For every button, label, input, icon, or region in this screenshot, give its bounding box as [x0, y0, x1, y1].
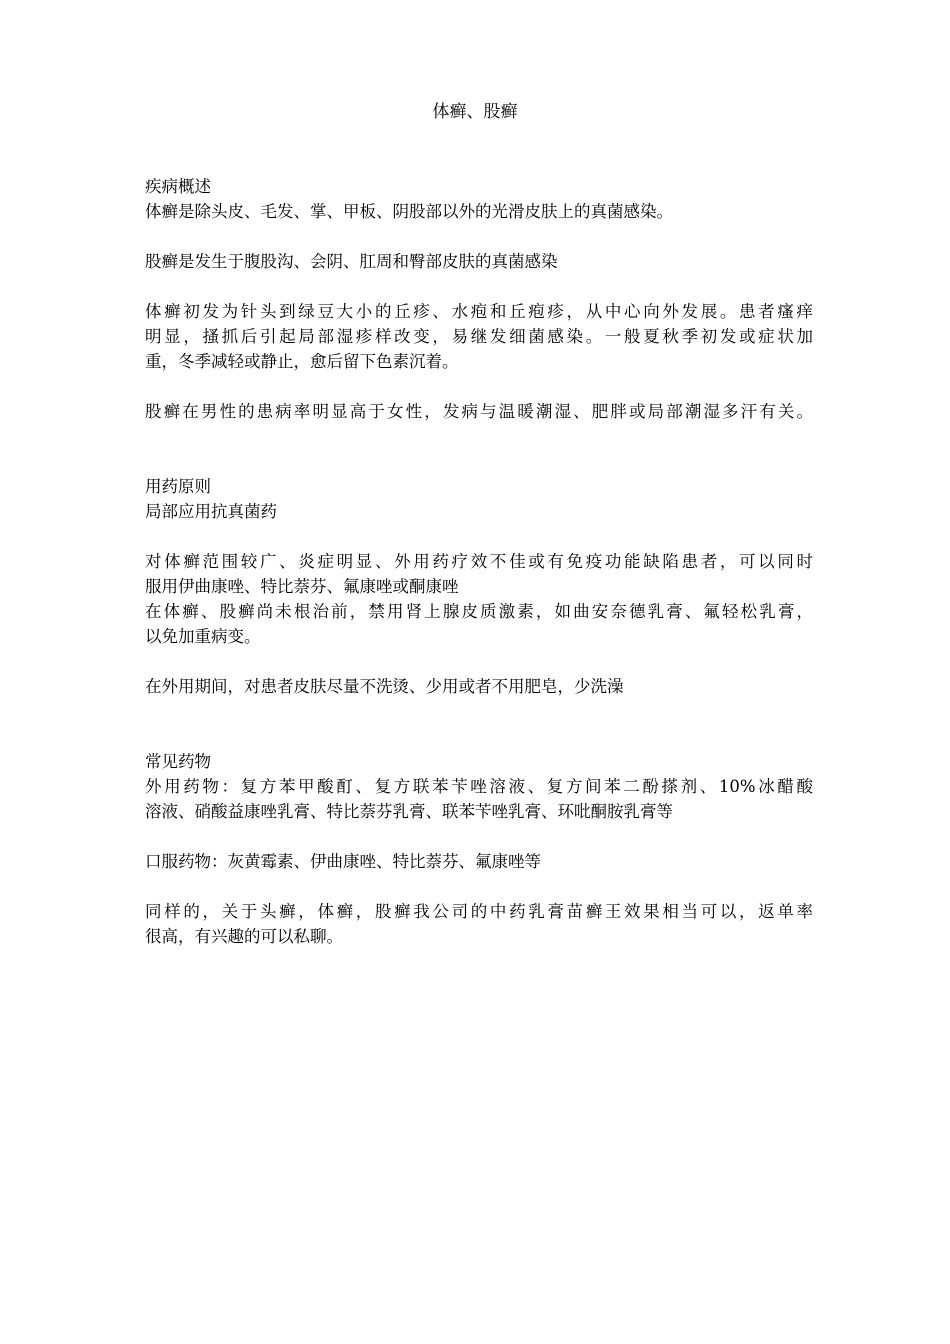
section-overview: [145, 174, 813, 424]
principles-paragraph-1: 局部应用抗真菌药: [145, 502, 277, 521]
drugs-paragraph-3-line-2: 很高，有兴趣的可以私聊。: [145, 927, 343, 946]
overview-paragraph-3-line-1: 体癣初发为针头到绿豆大小的丘疹、水疱和丘疱疹，从中心向外发展。患者瘙痒: [145, 302, 813, 321]
drugs-paragraph-3-line-1: 同样的，关于头癣，体癣，股癣我公司的中药乳膏苗癣王效果相当可以，返单率: [145, 902, 813, 921]
section-drugs: [145, 749, 813, 949]
section-principles: [145, 474, 813, 699]
document-title: 体癣、股癣: [432, 102, 518, 122]
principles-paragraph-2-line-1: 对体癣范围较广、炎症明显、外用药疗效不佳或有免疫功能缺陷患者，可以同时: [145, 552, 813, 571]
overview-paragraph-4: 股癣在男性的患病率明显高于女性，发病与温暖潮湿、肥胖或局部潮湿多汗有关。: [145, 402, 813, 421]
section-heading-principles: 用药原则: [145, 477, 211, 496]
drugs-paragraph-2: 口服药物：灰黄霉素、伊曲康唑、特比萘芬、氟康唑等: [145, 852, 541, 871]
overview-paragraph-2: 股癣是发生于腹股沟、会阴、肛周和臀部皮肤的真菌感染: [145, 252, 558, 271]
drugs-paragraph-1-line-2: 溶液、硝酸益康唑乳膏、特比萘芬乳膏、联苯苄唑乳膏、环吡酮胺乳膏等: [145, 802, 673, 821]
principles-paragraph-2: [145, 549, 813, 599]
drugs-paragraph-1-line-1: 外用药物：复方苯甲酸酊、复方联苯苄唑溶液、复方间苯二酚搽剂、10%冰醋酸: [145, 777, 813, 796]
section-heading-drugs: 常见药物: [145, 752, 211, 771]
overview-paragraph-3: [145, 299, 813, 374]
principles-paragraph-3: [145, 599, 813, 649]
overview-paragraph-3-line-3: 重，冬季减轻或静止，愈后留下色素沉着。: [145, 352, 459, 371]
document-body: [145, 174, 813, 949]
section-heading-overview: 疾病概述: [145, 177, 211, 196]
principles-paragraph-4: 在外用期间，对患者皮肤尽量不洗烫、少用或者不用肥皂，少洗澡: [145, 677, 624, 696]
principles-paragraph-3-line-1: 在体癣、股癣尚未根治前，禁用肾上腺皮质激素，如曲安奈德乳膏、氟轻松乳膏，: [145, 602, 813, 621]
principles-paragraph-3-line-2: 以免加重病变。: [145, 627, 261, 646]
drugs-paragraph-3: [145, 899, 813, 949]
drugs-paragraph-1: [145, 774, 813, 824]
overview-paragraph-1: 体癣是除头皮、毛发、掌、甲板、阴股部以外的光滑皮肤上的真菌感染。: [145, 202, 673, 221]
principles-paragraph-2-line-2: 服用伊曲康唑、特比萘芬、氟康唑或酮康唑: [145, 577, 459, 596]
overview-paragraph-3-line-2: 明显，搔抓后引起局部湿疹样改变，易继发细菌感染。一般夏秋季初发或症状加: [145, 327, 813, 346]
